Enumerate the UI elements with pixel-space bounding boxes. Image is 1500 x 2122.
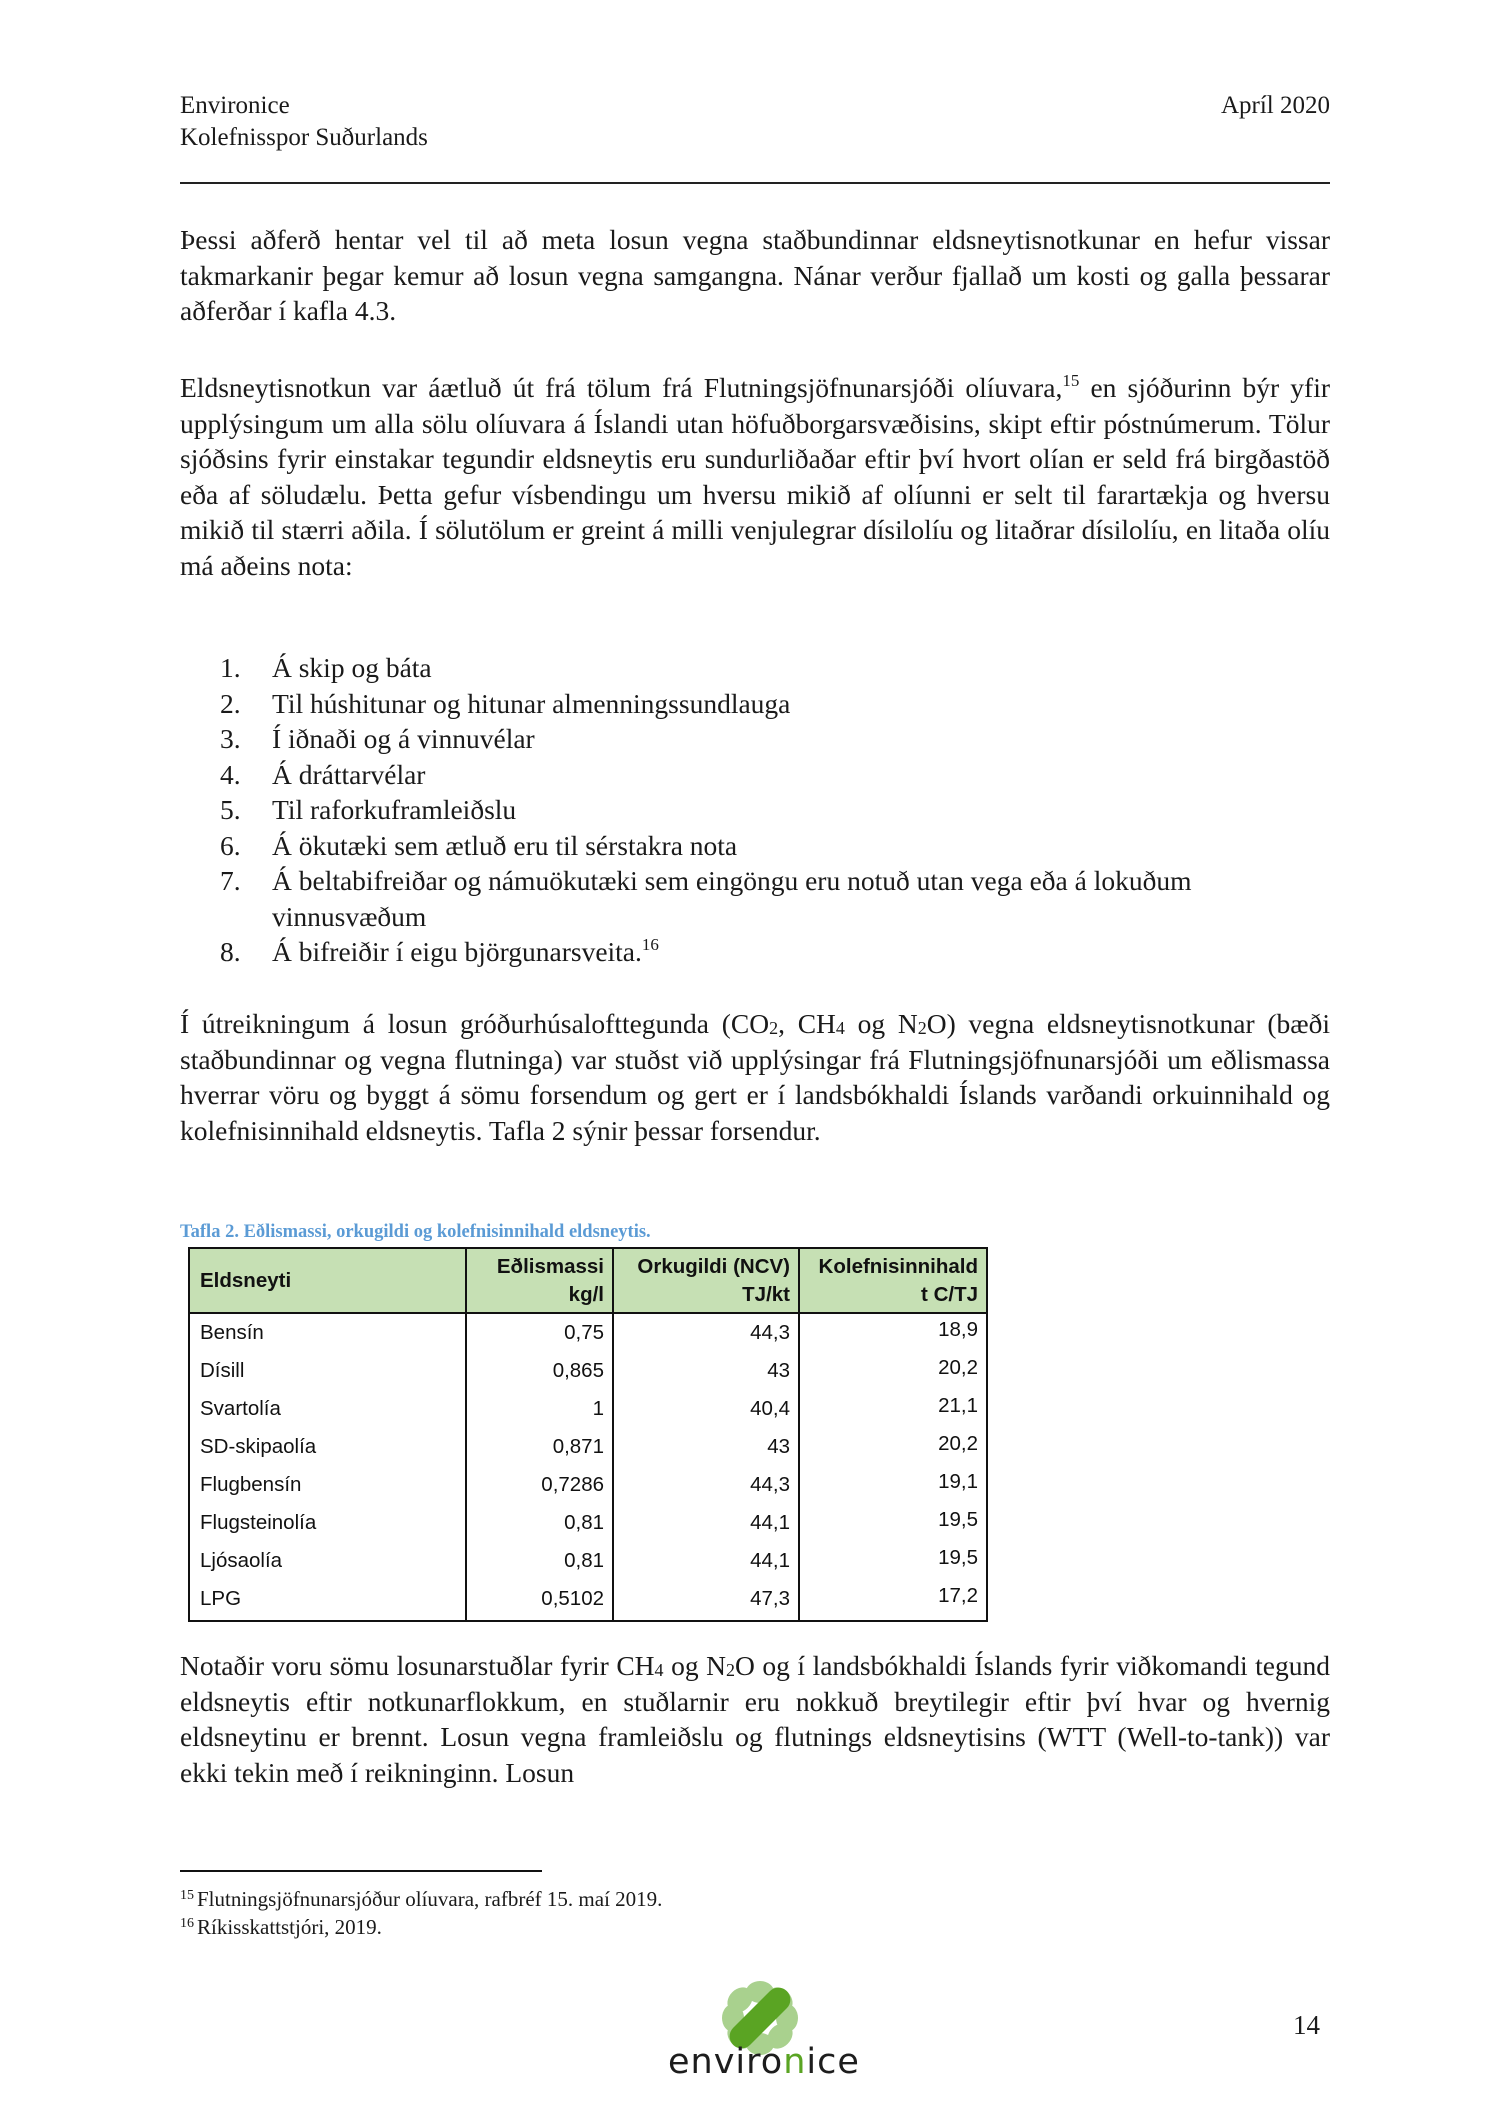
header-unit: kg/l (568, 1282, 604, 1306)
cell-density: 0,81 (466, 1542, 613, 1580)
paragraph-emission-factors (180, 1648, 1330, 1790)
cell-fuel: Bensín (189, 1313, 466, 1352)
table-row (189, 1352, 987, 1390)
paragraph-text: Í útreikningum á losun gróðurhúsalofttegunda (CO (180, 1008, 770, 1039)
cell-carbon: 20,2 (799, 1428, 987, 1466)
cell-carbon: 17,2 (799, 1580, 987, 1621)
paragraph-text: O) vegna eldsneytisnotkunar (bæði staðbundinnar og vegna flutninga) var stuðst við upplýsingar frá Flutningsjöfnunarsjóði um eðlismassa hverrar vöru og byggt á sömu forsendum og gert er í landsbókhaldi Íslands varðandi orkuinnihald og kolefnisinnihald eldsneytis. Tafla 2 sýnir þessar forsendur. (180, 1008, 1330, 1146)
header-org: Environice (180, 92, 290, 119)
wordmark-part: ice (806, 2042, 860, 2082)
table-row (189, 1466, 987, 1504)
cell-density: 0,81 (466, 1504, 613, 1542)
footnote-ref-15[interactable]: 15 (1062, 371, 1080, 390)
paragraph-text: og N (663, 1650, 726, 1681)
cell-fuel: Dísill (189, 1352, 466, 1390)
list-item (220, 686, 1320, 722)
header-text: Kolefnisinnihald (818, 1254, 978, 1278)
column-header-fuel (189, 1248, 466, 1313)
header-text: Orkugildi (NCV) (637, 1254, 790, 1278)
footnote-number: 16 (180, 1916, 194, 1931)
column-header-carbon (799, 1248, 987, 1313)
footnote-text: Flutningsjöfnunarsjóður olíuvara, rafbréf 15. maí 2019. (197, 1887, 663, 1911)
table-row (189, 1390, 987, 1428)
cell-density: 0,5102 (466, 1580, 613, 1621)
cell-energy: 44,1 (613, 1542, 799, 1580)
cell-carbon: 19,5 (799, 1542, 987, 1580)
table-row (189, 1542, 987, 1580)
list-text: Til raforkuframleiðslu (272, 794, 517, 825)
list-number: 5. (220, 794, 241, 825)
paragraph-text: en sjóðurinn býr yfir upplýsingum um alla sölu olíuvara á Íslandi utan höfuðborgarsvæðisins, skipt eftir póstnúmerum. Tölur sjóðsins fyrir einstakar tegundir eldsneytis eru sundurliðaðar eftir því hvort olían er seld frá birgðastöð eða af söludælu. Þetta gefur vísbendingu um hversu mikið af olíunni er selt til farartækja og hversu mikið til stærri aðila. Í sölutölum er greint á milli venjulegrar dísilolíu og litaðrar dísilolíu, en litaða olíu má aðeins nota: (180, 372, 1330, 581)
table-row (189, 1313, 987, 1352)
page-number: 14 (1293, 2010, 1320, 2040)
table-row (189, 1580, 987, 1621)
cell-density: 0,871 (466, 1428, 613, 1466)
environice-wordmark (668, 2042, 860, 2082)
cell-energy: 43 (613, 1428, 799, 1466)
cell-energy: 44,1 (613, 1504, 799, 1542)
list-number: 7. (220, 865, 241, 896)
list-text: Til húshitunar og hitunar almenningssundlauga (272, 687, 791, 719)
header-unit: TJ/kt (742, 1282, 790, 1306)
cell-carbon: 19,5 (799, 1504, 987, 1542)
list-text: Á bifreiðir í eigu björgunarsveita. (272, 936, 642, 967)
table-caption: Tafla 2. Eðlismassi, orkugildi og kolefnisinnihald eldsneytis. (180, 1222, 651, 1242)
column-header-energy (613, 1248, 799, 1313)
header-text: Eldsneyti (200, 1268, 292, 1292)
paragraph-method: Þessi aðferð hentar vel til að meta losun vegna staðbundinnar eldsneytisnotkunar en hefur vissar takmarkanir þegar kemur að losun vegna samgangna. Nánar verður fjallað um kosti og galla þessarar aðferðar í kafla 4.3. (180, 224, 1330, 326)
paragraph-text: Notaðir voru sömu losunarstuðlar fyrir CH (180, 1650, 655, 1681)
cell-energy: 40,4 (613, 1390, 799, 1428)
footnote-15 (180, 1885, 662, 1913)
cell-fuel: LPG (189, 1580, 466, 1621)
header-divider (180, 182, 1330, 184)
cell-carbon: 18,9 (799, 1313, 987, 1352)
table-row (189, 1428, 987, 1466)
list-number: 3. (220, 723, 241, 754)
paragraph-text: O og í landsbókhaldi Íslands fyrir viðkomandi tegund eldsneytis eftir notkunarflokkum, en stuðlarnir eru nokkuð breytilegir eftir því hvar og hvernig eldsneytinu er brennt. Losun vegna framleiðslu og flutnings eldsneytisins (WTT (Well-to-tank)) var ekki tekin með í reikninginn. Losun (180, 1650, 1330, 1788)
cell-energy: 47,3 (613, 1580, 799, 1621)
list-item (220, 934, 1320, 970)
cell-energy: 43 (613, 1352, 799, 1390)
list-text: Á dráttarvélar (272, 758, 426, 790)
paragraph-text: og N (844, 1008, 918, 1039)
paragraph-calculation (180, 1006, 1330, 1148)
table-header-row (189, 1248, 987, 1313)
list-item (220, 757, 1320, 793)
cell-density: 0,7286 (466, 1466, 613, 1504)
cell-carbon: 21,1 (799, 1390, 987, 1428)
list-item (220, 828, 1320, 864)
fuel-properties-table (188, 1247, 988, 1622)
cell-energy: 44,3 (613, 1313, 799, 1352)
list-item (220, 792, 1320, 828)
subscript: 2 (769, 1018, 779, 1038)
cell-fuel: Flugsteinolía (189, 1504, 466, 1542)
column-header-density (466, 1248, 613, 1313)
header-date: Apríl 2020 (1220, 92, 1330, 119)
wordmark-accent: n (783, 2042, 807, 2082)
list-number: 6. (220, 829, 241, 861)
cell-density: 0,75 (466, 1313, 613, 1352)
paragraph-text: , CH (778, 1008, 836, 1039)
subscript: 2 (725, 1660, 735, 1680)
footnote-divider (180, 1870, 542, 1872)
list-text: Á ökutæki sem ætluð eru til sérstakra nota (272, 829, 738, 861)
cell-density: 1 (466, 1390, 613, 1428)
list-number: 1. (220, 652, 241, 683)
permitted-uses-list (220, 650, 1320, 970)
cell-carbon: 19,1 (799, 1466, 987, 1504)
list-number: 8. (220, 936, 241, 967)
footnote-number: 15 (180, 1888, 194, 1903)
list-text: Á skip og báta (272, 652, 432, 683)
footnotes (180, 1885, 662, 1941)
subscript: 4 (654, 1660, 664, 1680)
list-text: Á beltabifreiðar og námuökutæki sem eingöngu eru notuð utan vega eða á lokuðum vinnusvæðum (272, 865, 1192, 932)
footnote-text: Ríkisskattstjóri, 2019. (197, 1915, 382, 1939)
footnote-ref-16[interactable]: 16 (641, 935, 659, 954)
list-item (220, 863, 1232, 934)
list-item (220, 721, 1320, 757)
header-unit: t C/TJ (921, 1282, 978, 1306)
list-text: Í iðnaði og á vinnuvélar (272, 723, 535, 754)
list-item (220, 650, 1320, 686)
footnote-16 (180, 1913, 662, 1941)
list-number: 2. (220, 687, 241, 719)
header-left (180, 90, 428, 154)
table-row (189, 1504, 987, 1542)
cell-fuel: Flugbensín (189, 1466, 466, 1504)
header-text: Eðlismassi (496, 1254, 604, 1278)
paragraph-text: Eldsneytisnotkun var áætluð út frá tölum frá Flutningsjöfnunarsjóði olíuvara, (180, 372, 1063, 403)
cell-fuel: Svartolía (189, 1390, 466, 1428)
paragraph-fuel-usage (180, 370, 1330, 583)
list-number: 4. (220, 758, 241, 790)
subscript: 4 (835, 1018, 845, 1038)
subscript: 2 (917, 1018, 927, 1038)
cell-density: 0,865 (466, 1352, 613, 1390)
cell-energy: 44,3 (613, 1466, 799, 1504)
wordmark-part: enviro (668, 2042, 784, 2082)
cell-fuel: Ljósaolía (189, 1542, 466, 1580)
header-project: Kolefnisspor Suðurlands (180, 124, 428, 151)
cell-fuel: SD-skipaolía (189, 1428, 466, 1466)
cell-carbon: 20,2 (799, 1352, 987, 1390)
